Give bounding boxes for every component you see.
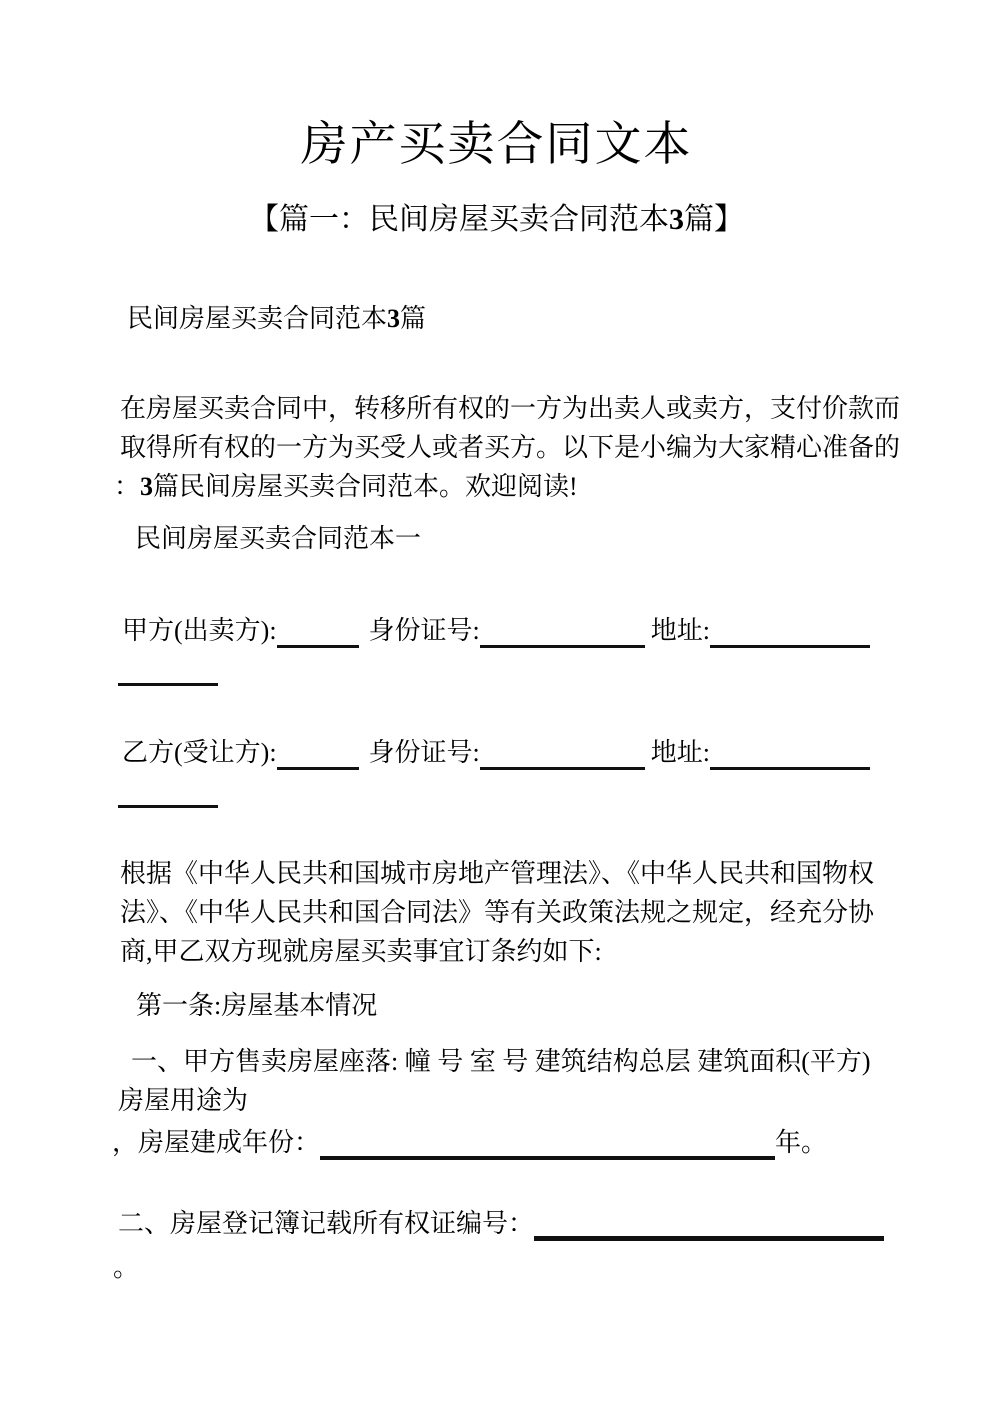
intro-line3-prefix: ： xyxy=(114,472,141,501)
intro-paragraph-line: 取得所有权的一方为买受人或者买方。以下是小编为大家精心准备的 xyxy=(120,433,901,462)
article1-item1-line: 一、甲方售卖房屋座落: 幢 号 室 号 建筑结构总层 建筑面积(平方) xyxy=(131,1047,871,1076)
party-b-id-label: 身份证号: xyxy=(368,738,480,767)
document-title: 房产买卖合同文本 xyxy=(300,119,693,171)
legal-paragraph-line: 根据《中华人民共和国城市房地产管理法》、《中华人民共和国物权 xyxy=(120,859,875,888)
party-a-address-label: 地址: xyxy=(650,616,711,645)
ownership-cert-label: 二、房屋登记簿记载所有权证编号： xyxy=(118,1209,535,1238)
subtitle-suffix: 篇】 xyxy=(684,203,744,236)
article1-heading: 第一条:房屋基本情况 xyxy=(136,991,378,1020)
article1-item1-line: 房屋用途为 xyxy=(118,1086,249,1115)
party-b-name-label: 乙方(受让方): xyxy=(122,738,277,767)
heading-sample-list-suffix: 篇 xyxy=(400,304,427,333)
party-b-row xyxy=(122,736,870,770)
year-built-suffix: 年。 xyxy=(775,1128,828,1157)
party-a-name-label: 甲方(出卖方): xyxy=(122,616,277,645)
heading-sample-list xyxy=(127,302,426,336)
party-a-address-blank-field xyxy=(710,617,870,648)
ownership-cert-blank-field xyxy=(534,1208,884,1241)
legal-paragraph-line: 商,甲乙双方现就房屋买卖事宜订条约如下: xyxy=(120,937,602,966)
party-a-id-label: 身份证号: xyxy=(368,616,480,645)
article1-item1-year-row xyxy=(112,1126,827,1160)
party-b-address-label: 地址: xyxy=(650,738,711,767)
party-b-address-blank-field xyxy=(710,739,870,770)
party-a-row xyxy=(122,614,870,648)
heading-sample-list-prefix: 民间房屋买卖合同范本 xyxy=(127,304,388,333)
party-a-id-blank-field xyxy=(480,617,645,648)
heading-sample-one: 民间房屋买卖合同范本一 xyxy=(135,524,422,553)
party-a-address-blank-field-continuation xyxy=(118,683,218,686)
year-built-label: ，房屋建成年份： xyxy=(112,1128,321,1157)
party-b-id-blank-field xyxy=(480,739,645,770)
subtitle-number: 3 xyxy=(669,203,684,236)
party-b-name-blank-field xyxy=(277,739,359,770)
party-a-name-blank-field xyxy=(277,617,359,648)
year-built-blank-field xyxy=(320,1128,775,1160)
heading-sample-list-number: 3 xyxy=(387,304,401,333)
article1-item2-period: 。 xyxy=(113,1253,140,1282)
intro-line3-suffix: 篇民间房屋买卖合同范本。欢迎阅读! xyxy=(153,472,578,501)
article1-item2-row xyxy=(118,1207,884,1241)
party-b-address-blank-field-continuation xyxy=(118,805,218,808)
legal-paragraph-line: 法》、《中华人民共和国合同法》等有关政策法规之规定，经充分协 xyxy=(120,898,875,927)
intro-paragraph-line xyxy=(114,470,578,504)
intro-line3-number: 3 xyxy=(140,472,154,501)
document-subtitle xyxy=(0,200,993,240)
subtitle-prefix: 【篇一：民间房屋买卖合同范本 xyxy=(249,203,669,236)
intro-paragraph-line: 在房屋买卖合同中，转移所有权的一方为出卖人或卖方，支付价款而 xyxy=(120,394,901,423)
